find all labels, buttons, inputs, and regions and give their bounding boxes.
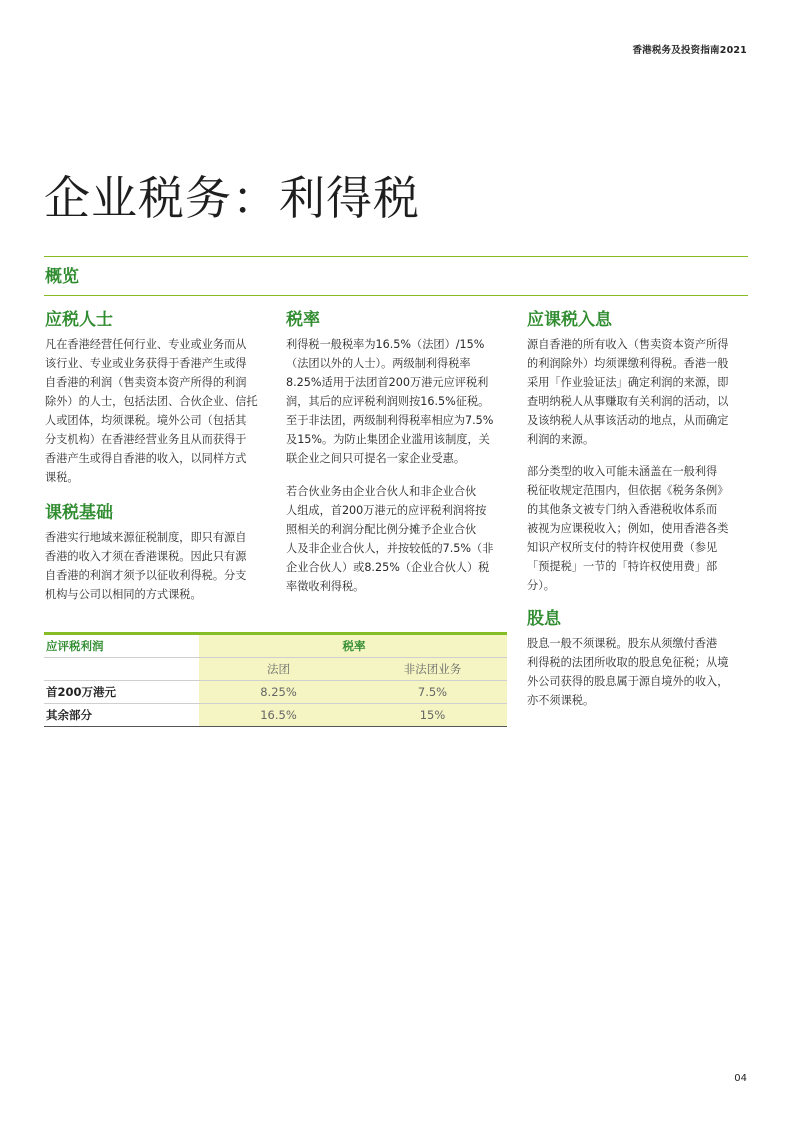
rate-noncorporation: 15% [356, 704, 507, 727]
tax-rate-table [44, 632, 507, 727]
assessable-income-body: 源自香港的所有收入（售卖资本资产所得 的利润除外）均须课缴利得税。香港一般 采用「作业验证法」确定利润的来源，即 查明纳税人从事赚取有关利润的活动，以 及该纳税人从事该活动的地点，从而确定 利润的来源。 [527, 338, 729, 446]
taxable-persons-body: 凡在香港经营任何行业、专业或业务而从 该行业、专业或业务获得于香港产生或得 自香港的利润（售卖资本资产所得的利润 除外）的人士，包括法团、合伙企业、信托 人或团体，均须课税。境外公司（包括其 分支机构）在香港经营业务且从而获得于 香港产生或得自香港的收入，以同样方式 课税。 [45, 338, 258, 484]
page-number: 04 [734, 1073, 747, 1084]
table-header-row [44, 634, 507, 658]
rate-corporation: 16.5% [199, 704, 356, 727]
divider-overview [44, 295, 748, 296]
page-title: 企业税务：利得税 [44, 171, 420, 225]
taxable-persons-heading: 应税人士 [45, 310, 113, 330]
special-income-body: 部分类型的收入可能未涵盖在一般利得 税征收规定范围内，但依据《税务条例》 的其他条文被专门纳入香港税收体系而 被视为应课税收入；例如，使用香港各类 知识产权所支付的特许权使用费（参见 「预提税」一节的「特许权使用费」部 分）。 [527, 465, 729, 592]
table-row [44, 704, 507, 727]
tax-rate-heading: 税率 [286, 310, 320, 330]
subheader-noncorporation: 非法团业务 [356, 658, 507, 681]
subheader-corporation: 法团 [199, 658, 356, 681]
row-label: 首200万港元 [44, 681, 199, 704]
tax-basis-body: 香港实行地域来源征税制度，即只有源自 香港的收入才须在香港课税。因此只有源 自香港的利润才须予以征收利得税。分支 机构与公司以相同的方式课税。 [45, 531, 247, 601]
rate-noncorporation: 7.5% [356, 681, 507, 704]
assessable-income-heading: 应课税入息 [527, 310, 612, 330]
subheader-blank [44, 658, 199, 681]
dividends-heading: 股息 [527, 609, 561, 629]
tax-rate-body: 利得税一般税率为16.5%（法团）/15% （法团以外的人士）。两级制利得税率 8.25%适用于法团首200万港元应评税利 润，其后的应评税利润则按16.5%征税。 至于非法团，两级制利得税率相应为7.5% 及15%。为防止集团企业滥用该制度，关 联企业之间只可提名一家企业受惠。 [286, 338, 494, 465]
table-row [44, 681, 507, 704]
rate-corporation: 8.25% [199, 681, 356, 704]
document-title: 香港税务及投资指南2021 [632, 45, 747, 56]
rate-header: 税率 [199, 634, 507, 658]
divider-top [44, 256, 748, 257]
row-label: 其余部分 [44, 704, 199, 727]
assessable-profits-header: 应评税利润 [44, 634, 199, 658]
partnership-body: 若合伙业务由企业合伙人和非企业合伙 人组成，首200万港元的应评税利润将按 照相关的利润分配比例分摊予企业合伙 人及非企业合伙人，并按较低的7.5%（非 企业合伙人）或8.25%（企业合伙人）税 率徵收利得税。 [286, 485, 494, 593]
table-subheader-row [44, 658, 507, 681]
dividends-body: 股息一般不须课税。股东从须缴付香港 利得税的法团所收取的股息免征税；从境 外公司获得的股息属于源自境外的收入， 亦不须课税。 [527, 637, 729, 707]
overview-heading: 概览 [45, 267, 79, 287]
tax-basis-heading: 课税基础 [45, 503, 113, 523]
